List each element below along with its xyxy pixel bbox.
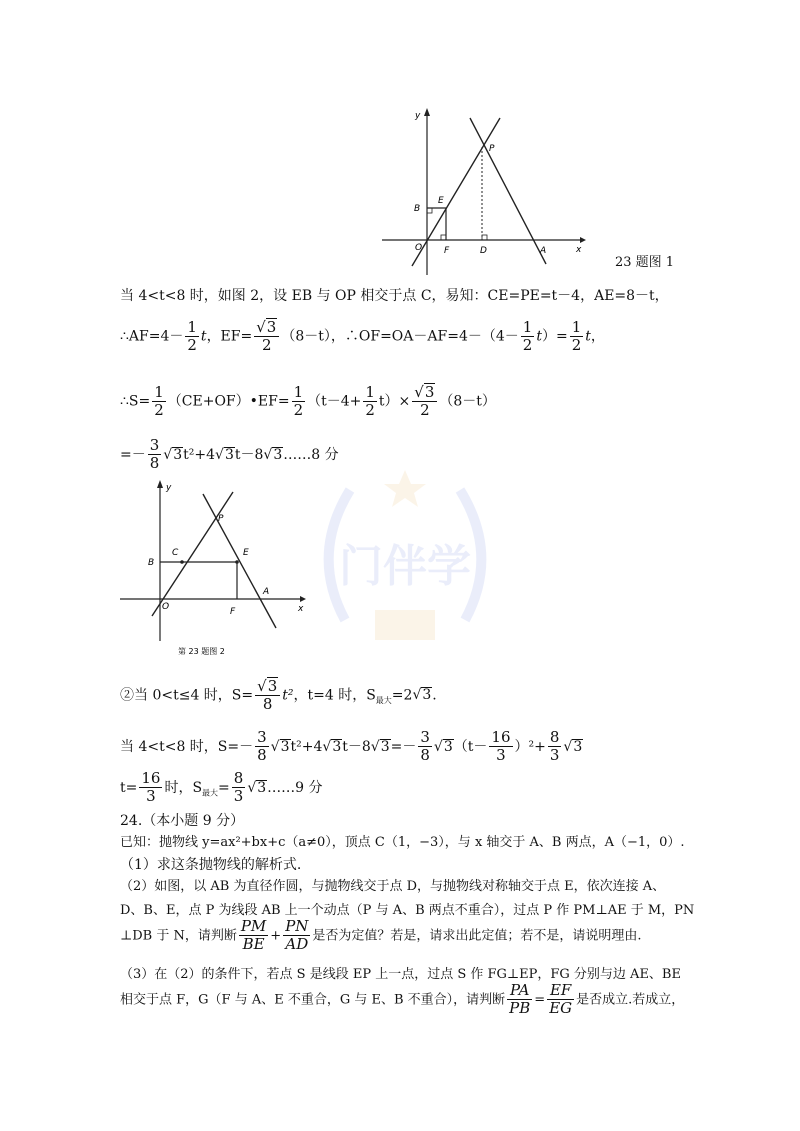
fraction: $\frac{8}{3}$ [233, 769, 244, 806]
fig2-point-c [180, 560, 184, 564]
fig2-label-c: C [172, 548, 179, 558]
fig2-label-a: A [263, 587, 270, 597]
fig2-label-f: F [230, 607, 236, 617]
solution-line-1: 当 4<t<8 时，如图 2，设 EB 与 OP 相交于点 C，易知：CE=PE=t－4，AE=8－t， [120, 288, 669, 304]
fig1-label-x: x [576, 245, 582, 255]
fig2-x-arrow [300, 596, 306, 602]
q24-title: 24.（本小题 9 分） [120, 813, 245, 829]
fig2-label-p: P [218, 514, 224, 524]
solution-line-6: 当 4<t<8 时，S=－ $\frac{3}{8}$ √3t²+4√3t－8√3=－ $\frac{3}{8}$ √3（t－ $\frac{16}{3}$ ）²+ $\frac{8}{3}$ √3 [120, 728, 583, 765]
fig2-point-e [235, 560, 239, 564]
q24-part-3-line-a: （3）在（2）的条件下，若点 S 是线段 EP 上一点，过点 S 作 FG⊥EP，FG 分别与边 AE、BE [120, 967, 681, 982]
fig1-right-angle-b [427, 208, 432, 213]
figure-1-caption: 23 题图 1 [615, 255, 675, 270]
fig1-label-f: F [444, 246, 450, 256]
fig2-y-arrow [157, 480, 163, 488]
fraction: $\frac{3}{8}$ [420, 728, 430, 765]
fraction-pn-ad: $\frac{PN}{AD}$ [285, 917, 309, 954]
figure-1 [380, 100, 680, 275]
fraction: $\frac{√3}{2}$ [254, 318, 279, 355]
fig1-line-pa [470, 118, 546, 264]
watermark-text: 门伴学 [339, 541, 471, 592]
fraction: $\frac{1}{2}$ [365, 382, 375, 419]
fig1-label-d: D [480, 246, 487, 256]
figure-2-graph [118, 476, 318, 661]
fig1-y-arrow [424, 108, 430, 116]
fig1-label-o: O [415, 243, 423, 253]
solution-line-7: t= $\frac{16}{3}$ 时，$S_{最大}=$ $\frac{8}{3}$ √3……9 分 [120, 769, 323, 806]
fraction: $\frac{√3}{8}$ [255, 677, 280, 714]
q24-given: 已知：抛物线 y=ax²+bx+c（a≠0），顶点 C（1，−3），与 x 轴交于 A、B 两点，A（−1，0）. [120, 835, 685, 850]
fraction-pa-pb: $\frac{PA}{PB}$ [509, 981, 531, 1018]
q24-part-1: （1）求这条抛物线的解析式. [120, 857, 302, 873]
fig2-label-o: O [162, 602, 170, 612]
solution-line-4: =－ $\frac{3}{8}$ √3t²+4√3t－8√3……8 分 [120, 436, 339, 473]
figure-2 [118, 476, 318, 661]
fraction: $\frac{1}{2}$ [187, 317, 197, 354]
fig2-line-op [152, 492, 233, 616]
fraction: $\frac{3}{8}$ [149, 436, 160, 473]
fraction: $\frac{1}{2}$ [154, 382, 164, 419]
figure-1-graph [380, 100, 590, 275]
fig1-x-arrow [580, 237, 586, 243]
solution-line-3: ∴S= $\frac{1}{2}$ （CE+OF）•EF= $\frac{1}{2}$ （t－4+ $\frac{1}{2}$ t）× $\frac{√3}{2}$ （8－t） [120, 382, 496, 420]
fig2-line-pa [203, 494, 276, 628]
fraction-pm-be: $\frac{PM}{BE}$ [240, 917, 267, 954]
watermark [305, 460, 505, 650]
fig2-label-b: B [148, 558, 155, 568]
fraction: $\frac{1}{2}$ [522, 317, 533, 354]
q24-part-2-line-a: （2）如图，以 AB 为直径作圆，与抛物线交于点 D，与抛物线对称轴交于点 E，依次连接 A、 [120, 879, 666, 894]
q24-part-2-line-b: D、B、E，点 P 为线段 AB 上一个动点（P 与 A、B 两点不重合），过点 P 作 PM⊥AE 于 M，PN [120, 903, 695, 918]
fig1-line-op [412, 118, 500, 266]
fig2-label-y: y [166, 483, 172, 493]
fraction: $\frac{1}{2}$ [571, 317, 582, 354]
solution-line-2: ∴AF=4－ $\frac{1}{2}$ t，EF= $\frac{√3}{2}$ （8－t），∴OF=OA－AF=4－（4－ $\frac{1}{2}$ t）= $\frac{1}{2}$ t， [120, 317, 605, 355]
fig1-label-a: A [540, 246, 547, 256]
fig2-label-e: E [243, 548, 249, 558]
fraction: $\frac{√3}{2}$ [412, 383, 437, 420]
q24-part-3-line-b: 相交于点 F，G（F 与 A、E 不重合，G 与 E、B 不重合），请判断 $\frac{PA}{PB}$ = $\frac{EF}{EG}$ 是否成立.若成立， [120, 981, 685, 1018]
fig1-label-y: y [415, 111, 421, 121]
fig2-label-x: x [298, 604, 304, 614]
fig1-right-angle-d [482, 235, 487, 240]
fraction-ef-eg: $\frac{EF}{EG}$ [549, 981, 573, 1018]
fig1-label-b: B [414, 204, 421, 214]
fig2-caption: 第 23 题图 2 [178, 647, 225, 656]
fraction: $\frac{3}{8}$ [257, 728, 267, 765]
fraction: $\frac{8}{3}$ [549, 728, 560, 765]
fig1-right-angle-f [441, 235, 446, 240]
fig1-label-e: E [438, 196, 444, 206]
fraction: $\frac{1}{2}$ [293, 382, 304, 419]
fig1-label-p: P [489, 144, 495, 154]
q24-part-2-line-c: ⊥DB 于 N，请判断 $\frac{PM}{BE}$ + $\frac{PN}{AD}$ 是否为定值？若是，请求出此定值；若不是，请说明理由. [120, 917, 642, 954]
solution-line-5: ②当 0<t≤4 时，S= $\frac{√3}{8}$ t²，t=4 时，$S_{最大}=2√3$. [120, 677, 437, 714]
fraction: $\frac{16}{3}$ [491, 728, 511, 765]
fraction: $\frac{16}{3}$ [141, 769, 161, 806]
